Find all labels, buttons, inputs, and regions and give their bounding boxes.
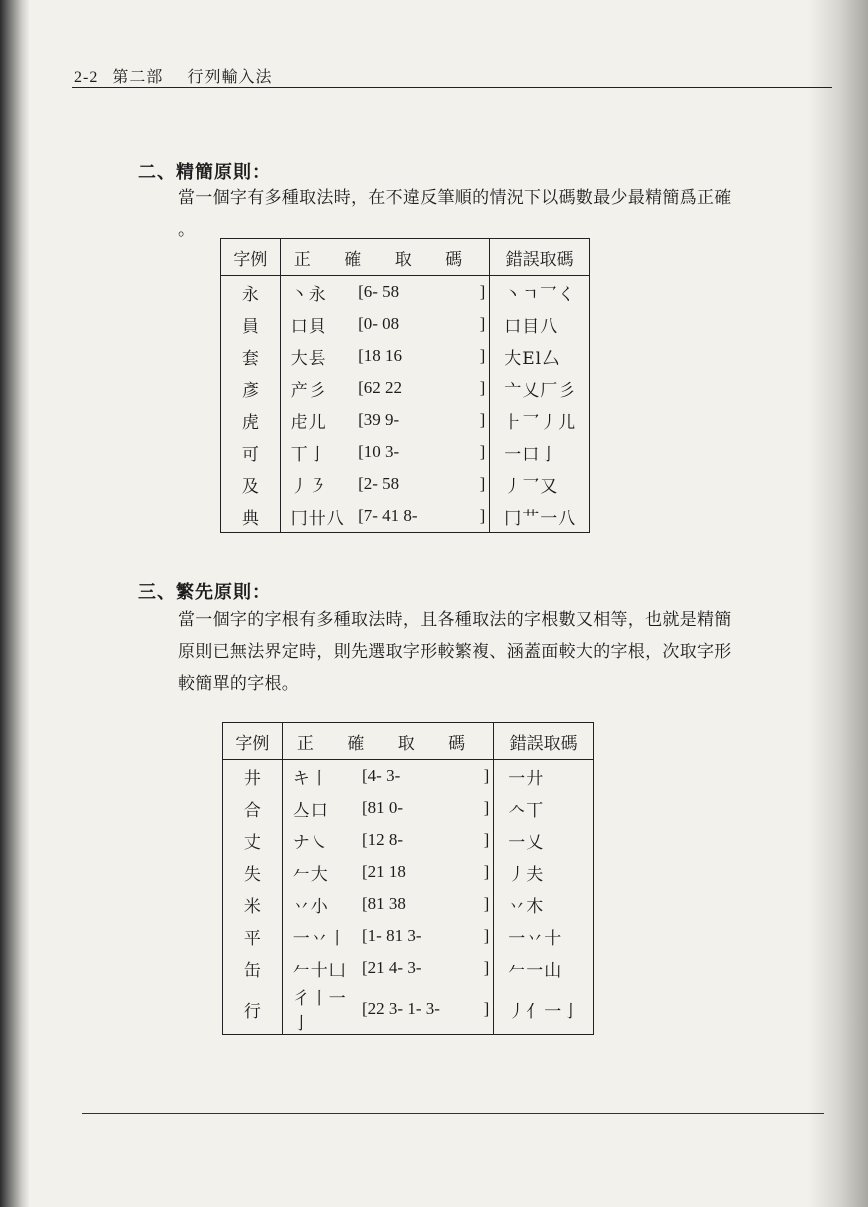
table-row <box>221 276 590 309</box>
wrong-radicals: 口目八 <box>504 316 559 337</box>
correct-radicals: 丅亅 <box>290 444 327 465</box>
example-char: 典 <box>221 500 281 533</box>
table-row <box>221 404 590 436</box>
section3-line1: 當一個字的字根有多種取法時，且各種取法的字根數又相等，也就是精簡 <box>178 610 732 630</box>
table-row <box>221 500 590 533</box>
table-header-row <box>223 723 594 760</box>
table-row <box>221 372 590 404</box>
wrong-radicals: 丷木 <box>508 896 545 917</box>
code-bracket: ] <box>476 500 490 533</box>
table-row <box>223 760 594 793</box>
example-char: 套 <box>221 340 281 372</box>
wrong-radicals: 丿亻一亅 <box>508 1001 581 1022</box>
header-wrong: 錯誤取碼 <box>490 239 590 276</box>
scan-edge-left <box>0 0 30 1207</box>
correct-radicals: 产彡 <box>290 380 327 401</box>
table-row <box>221 308 590 340</box>
code-bracket: ] <box>480 920 494 952</box>
table-row <box>223 984 594 1035</box>
correct-code: [4- 3- <box>362 766 401 785</box>
table-row <box>223 824 594 856</box>
table-header-row <box>221 239 590 276</box>
example-char: 合 <box>223 792 283 824</box>
correct-code: [18 16 <box>358 346 402 365</box>
wrong-radicals: 丿乛又 <box>504 476 559 497</box>
table-row <box>221 436 590 468</box>
correct-code: [2- 58 <box>358 474 400 493</box>
code-bracket: ] <box>476 276 490 309</box>
code-bracket: ] <box>476 308 490 340</box>
section3-line2: 原則已無法界定時，則先選取字形較繁複、涵蓋面較大的字根，次取字形 <box>178 642 732 662</box>
correct-radicals: 大镸 <box>290 348 327 369</box>
correct-code: [10 3- <box>358 442 400 461</box>
section2-line1: 當一個字有多種取法時，在不違反筆順的情況下以碼數最少最精簡爲正確 <box>178 188 732 208</box>
section2-table <box>220 238 590 533</box>
section3-title: 三、繁先原則： <box>138 582 271 603</box>
code-bracket: ] <box>476 436 490 468</box>
example-char: 井 <box>223 760 283 793</box>
correct-code: [39 9- <box>358 410 400 429</box>
correct-radicals: 彳丨一亅 <box>292 989 347 1034</box>
wrong-radicals: 一丷十 <box>508 928 563 949</box>
example-char: 平 <box>223 920 283 952</box>
correct-code: [7- 41 8- <box>358 506 418 525</box>
section3-table <box>222 722 594 1035</box>
example-char: 行 <box>223 984 283 1035</box>
section2-title: 二、精簡原則： <box>138 162 271 183</box>
correct-code: [81 0- <box>362 798 404 817</box>
wrong-radicals: 一廾 <box>508 768 545 789</box>
example-char: 永 <box>221 276 281 309</box>
correct-code: [0- 08 <box>358 314 400 333</box>
correct-radicals: 丷小 <box>292 896 329 917</box>
code-bracket: ] <box>476 340 490 372</box>
wrong-radicals: 大El厶 <box>504 348 561 369</box>
example-char: 缶 <box>223 952 283 984</box>
correct-radicals: キ丨 <box>292 768 329 789</box>
section3-line3: 較簡單的字根。 <box>178 674 300 694</box>
table-row <box>223 920 594 952</box>
table-row <box>221 340 590 372</box>
wrong-radicals: 𠆢丅 <box>508 800 545 821</box>
correct-code: [12 8- <box>362 830 404 849</box>
example-char: 可 <box>221 436 281 468</box>
wrong-radicals: 丿夫 <box>508 864 545 885</box>
correct-radicals: 丿㇋ <box>290 476 327 497</box>
footer-rule <box>82 1113 824 1114</box>
code-bracket: ] <box>476 372 490 404</box>
table-row <box>223 888 594 920</box>
code-bracket: ] <box>480 792 494 824</box>
table-row <box>223 952 594 984</box>
wrong-radicals: ⺊乛丿儿 <box>504 412 577 433</box>
example-char: 彥 <box>221 372 281 404</box>
correct-code: [62 22 <box>358 378 402 397</box>
correct-code: [1- 81 3- <box>362 926 422 945</box>
correct-code: [21 4- 3- <box>362 958 422 977</box>
wrong-radicals: 一乂 <box>508 832 545 853</box>
correct-code: [6- 58 <box>358 282 400 301</box>
section2-paragraph <box>178 182 732 246</box>
correct-radicals: 亼口 <box>292 800 329 821</box>
scan-edge-right <box>808 0 868 1207</box>
code-bracket: ] <box>476 404 490 436</box>
code-bracket: ] <box>480 856 494 888</box>
correct-radicals: 丶永 <box>290 284 327 305</box>
header-correct: 正 確 取 碼 <box>282 723 494 760</box>
wrong-radicals: 亠乂厂彡 <box>504 380 577 401</box>
wrong-radicals: 𠂉一山 <box>508 960 563 981</box>
chapter-title: 行列輸入法 <box>187 67 273 86</box>
table-row <box>223 792 594 824</box>
code-bracket: ] <box>480 760 494 793</box>
code-bracket: ] <box>480 952 494 984</box>
header-correct: 正 確 取 碼 <box>280 239 489 276</box>
header-char: 字例 <box>223 723 283 760</box>
header-wrong: 錯誤取碼 <box>494 723 594 760</box>
table-row <box>221 468 590 500</box>
running-header <box>74 64 834 87</box>
example-char: 米 <box>223 888 283 920</box>
wrong-radicals: 冂艹一八 <box>504 508 577 529</box>
correct-code: [21 18 <box>362 862 406 881</box>
wrong-radicals: 一口亅 <box>504 444 559 465</box>
correct-radicals: 冂卄八 <box>290 508 345 529</box>
code-bracket: ] <box>480 888 494 920</box>
part-label: 第二部 <box>112 67 164 86</box>
wrong-radicals: 丶ㄱ乛く <box>504 284 576 305</box>
section2-line2: 。 <box>178 220 196 240</box>
page-number: 2-2 <box>74 69 99 86</box>
code-bracket: ] <box>476 468 490 500</box>
correct-code: [81 38 <box>362 894 406 913</box>
section3-paragraph <box>178 604 732 700</box>
code-bracket: ] <box>480 984 494 1035</box>
example-char: 虎 <box>221 404 281 436</box>
header-rule <box>72 87 832 88</box>
header-char: 字例 <box>221 239 281 276</box>
correct-radicals: 口貝 <box>290 316 327 337</box>
table-row <box>223 856 594 888</box>
correct-radicals: 虍儿 <box>290 412 327 433</box>
example-char: 及 <box>221 468 281 500</box>
correct-radicals: 𠂉十凵 <box>292 960 347 981</box>
correct-radicals: 一丷丨 <box>292 928 347 949</box>
correct-code: [22 3- 1- 3- <box>362 999 440 1018</box>
correct-radicals: ナ㇏ <box>292 832 329 853</box>
correct-radicals: 𠂉大 <box>292 864 329 885</box>
example-char: 丈 <box>223 824 283 856</box>
example-char: 員 <box>221 308 281 340</box>
example-char: 失 <box>223 856 283 888</box>
code-bracket: ] <box>480 824 494 856</box>
